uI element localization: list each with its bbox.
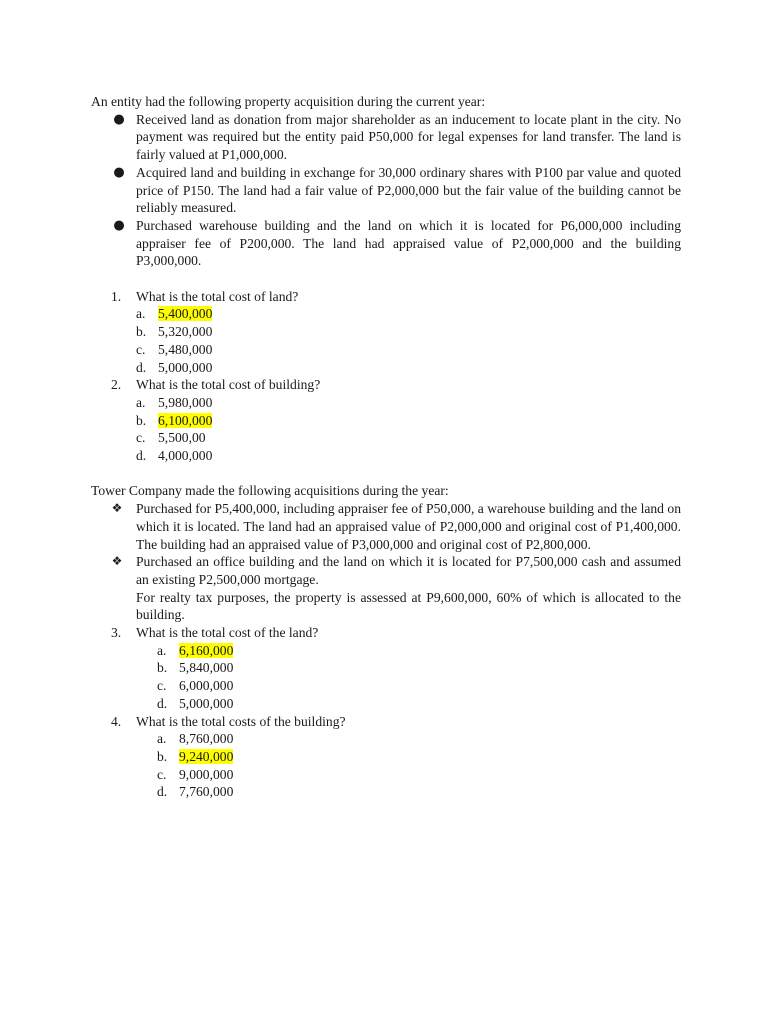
option-letter: d. (136, 359, 147, 375)
bullet-text: Purchased for P5,400,000, including appraiser fee of P50,000, a warehouse building and the land on which it is located. The land had an appraised value of P2,000,000 and original cost of P1,400,000. The building had an appraised value of P3,000,000 and original cost of P2,800,000. (136, 501, 681, 552)
question-number: 3. (111, 625, 122, 641)
section2-note: For realty tax purposes, the property is assessed at P9,600,000, 60% of which is allocated to the building. (136, 589, 681, 623)
bullet-item (91, 164, 681, 217)
question-2 (91, 376, 681, 394)
spacer (91, 465, 681, 483)
option-value: 5,500,00 (158, 430, 206, 446)
option-letter: a. (157, 731, 167, 747)
option-letter: a. (136, 306, 146, 322)
section1-intro: An entity had the following property acquisition during the current year: (91, 94, 486, 109)
option-letter: b. (157, 660, 168, 676)
option-item (157, 783, 681, 801)
question-text: What is the total cost of the land? (136, 625, 319, 641)
option-value: 5,000,000 (158, 359, 213, 375)
section2-intro: Tower Company made the following acquisitions during the year: (91, 483, 449, 499)
section1-bullet-list (91, 111, 681, 270)
option-letter: a. (157, 642, 167, 658)
bullet-item (91, 111, 681, 164)
option-value-highlighted: 5,400,000 (158, 306, 213, 322)
option-letter: c. (136, 341, 146, 357)
question-3-options (91, 642, 681, 713)
option-letter: c. (157, 678, 167, 694)
spacer (91, 270, 681, 288)
option-item (136, 341, 681, 359)
question-text: What is the total costs of the building? (136, 713, 346, 729)
option-item (136, 305, 681, 323)
question-4 (91, 713, 681, 731)
option-letter: c. (136, 430, 146, 446)
question-1 (91, 288, 681, 306)
option-letter: b. (157, 748, 168, 764)
option-value: 5,980,000 (158, 394, 213, 410)
option-item (157, 730, 681, 748)
document-page (91, 93, 681, 801)
option-letter: d. (157, 695, 168, 711)
option-value: 5,000,000 (179, 695, 234, 711)
question-2-options (91, 394, 681, 465)
bullet-text: Acquired land and building in exchange for 30,000 ordinary shares with P100 par value and quoted price of P150. The land had a fair value of P2,000,000 but the fair value of the building cannot be reliably measured. (136, 164, 681, 216)
question-number: 4. (111, 713, 122, 729)
question-text: What is the total cost of building? (136, 377, 321, 393)
option-value-highlighted: 9,240,000 (179, 748, 234, 764)
question-4-options (91, 730, 681, 801)
bullet-dot-icon: ● (113, 164, 125, 180)
bullet-item (91, 553, 681, 588)
option-item (136, 429, 681, 447)
option-value: 5,320,000 (158, 324, 213, 340)
option-value: 9,000,000 (179, 766, 234, 782)
option-letter: d. (136, 448, 147, 464)
option-value-highlighted: 6,100,000 (158, 412, 213, 428)
option-item (136, 394, 681, 412)
option-item (157, 695, 681, 713)
option-letter: b. (136, 324, 147, 340)
four-diamond-bullet-icon: ❖ (111, 554, 123, 569)
question-text: What is the total cost of land? (136, 288, 299, 304)
option-value: 4,000,000 (158, 448, 213, 464)
section2-bullet-list (91, 500, 681, 589)
option-item (157, 766, 681, 784)
option-value: 6,000,000 (179, 678, 234, 694)
option-item (136, 447, 681, 465)
option-item (136, 412, 681, 430)
bullet-text: Purchased warehouse building and the land on which it is located for P6,000,000 including appraiser fee of P200,000. The land had appraised value of P2,000,000 and the building P3,000,000. (136, 217, 681, 269)
option-item (157, 677, 681, 695)
bullet-dot-icon: ● (113, 111, 125, 127)
option-value-highlighted: 6,160,000 (179, 642, 234, 658)
four-diamond-bullet-icon: ❖ (111, 501, 123, 516)
option-item (157, 748, 681, 766)
option-letter: b. (136, 412, 147, 428)
option-item (136, 359, 681, 377)
bullet-dot-icon: ● (113, 217, 125, 233)
question-number: 2. (111, 377, 122, 393)
option-value: 5,840,000 (179, 660, 234, 676)
bullet-text: Purchased an office building and the land on which it is located for P7,500,000 cash and assumed an existing P2,500,000 mortgage. (136, 554, 681, 587)
question-number: 1. (111, 288, 122, 304)
option-item (157, 659, 681, 677)
option-letter: d. (157, 784, 168, 800)
bullet-item (91, 500, 681, 553)
bullet-item (91, 217, 681, 270)
question-1-options (91, 305, 681, 376)
option-letter: c. (157, 766, 167, 782)
option-value: 8,760,000 (179, 731, 234, 747)
option-item (157, 642, 681, 660)
question-3 (91, 624, 681, 642)
option-letter: a. (136, 394, 146, 410)
option-value: 7,760,000 (179, 784, 234, 800)
bullet-text: Received land as donation from major shareholder as an inducement to locate plant in the city. No payment was required but the entity paid P50,000 for legal expenses for land transfer. The land is fairly valued at P1,000,000. (136, 111, 681, 163)
option-value: 5,480,000 (158, 341, 213, 357)
option-item (136, 323, 681, 341)
